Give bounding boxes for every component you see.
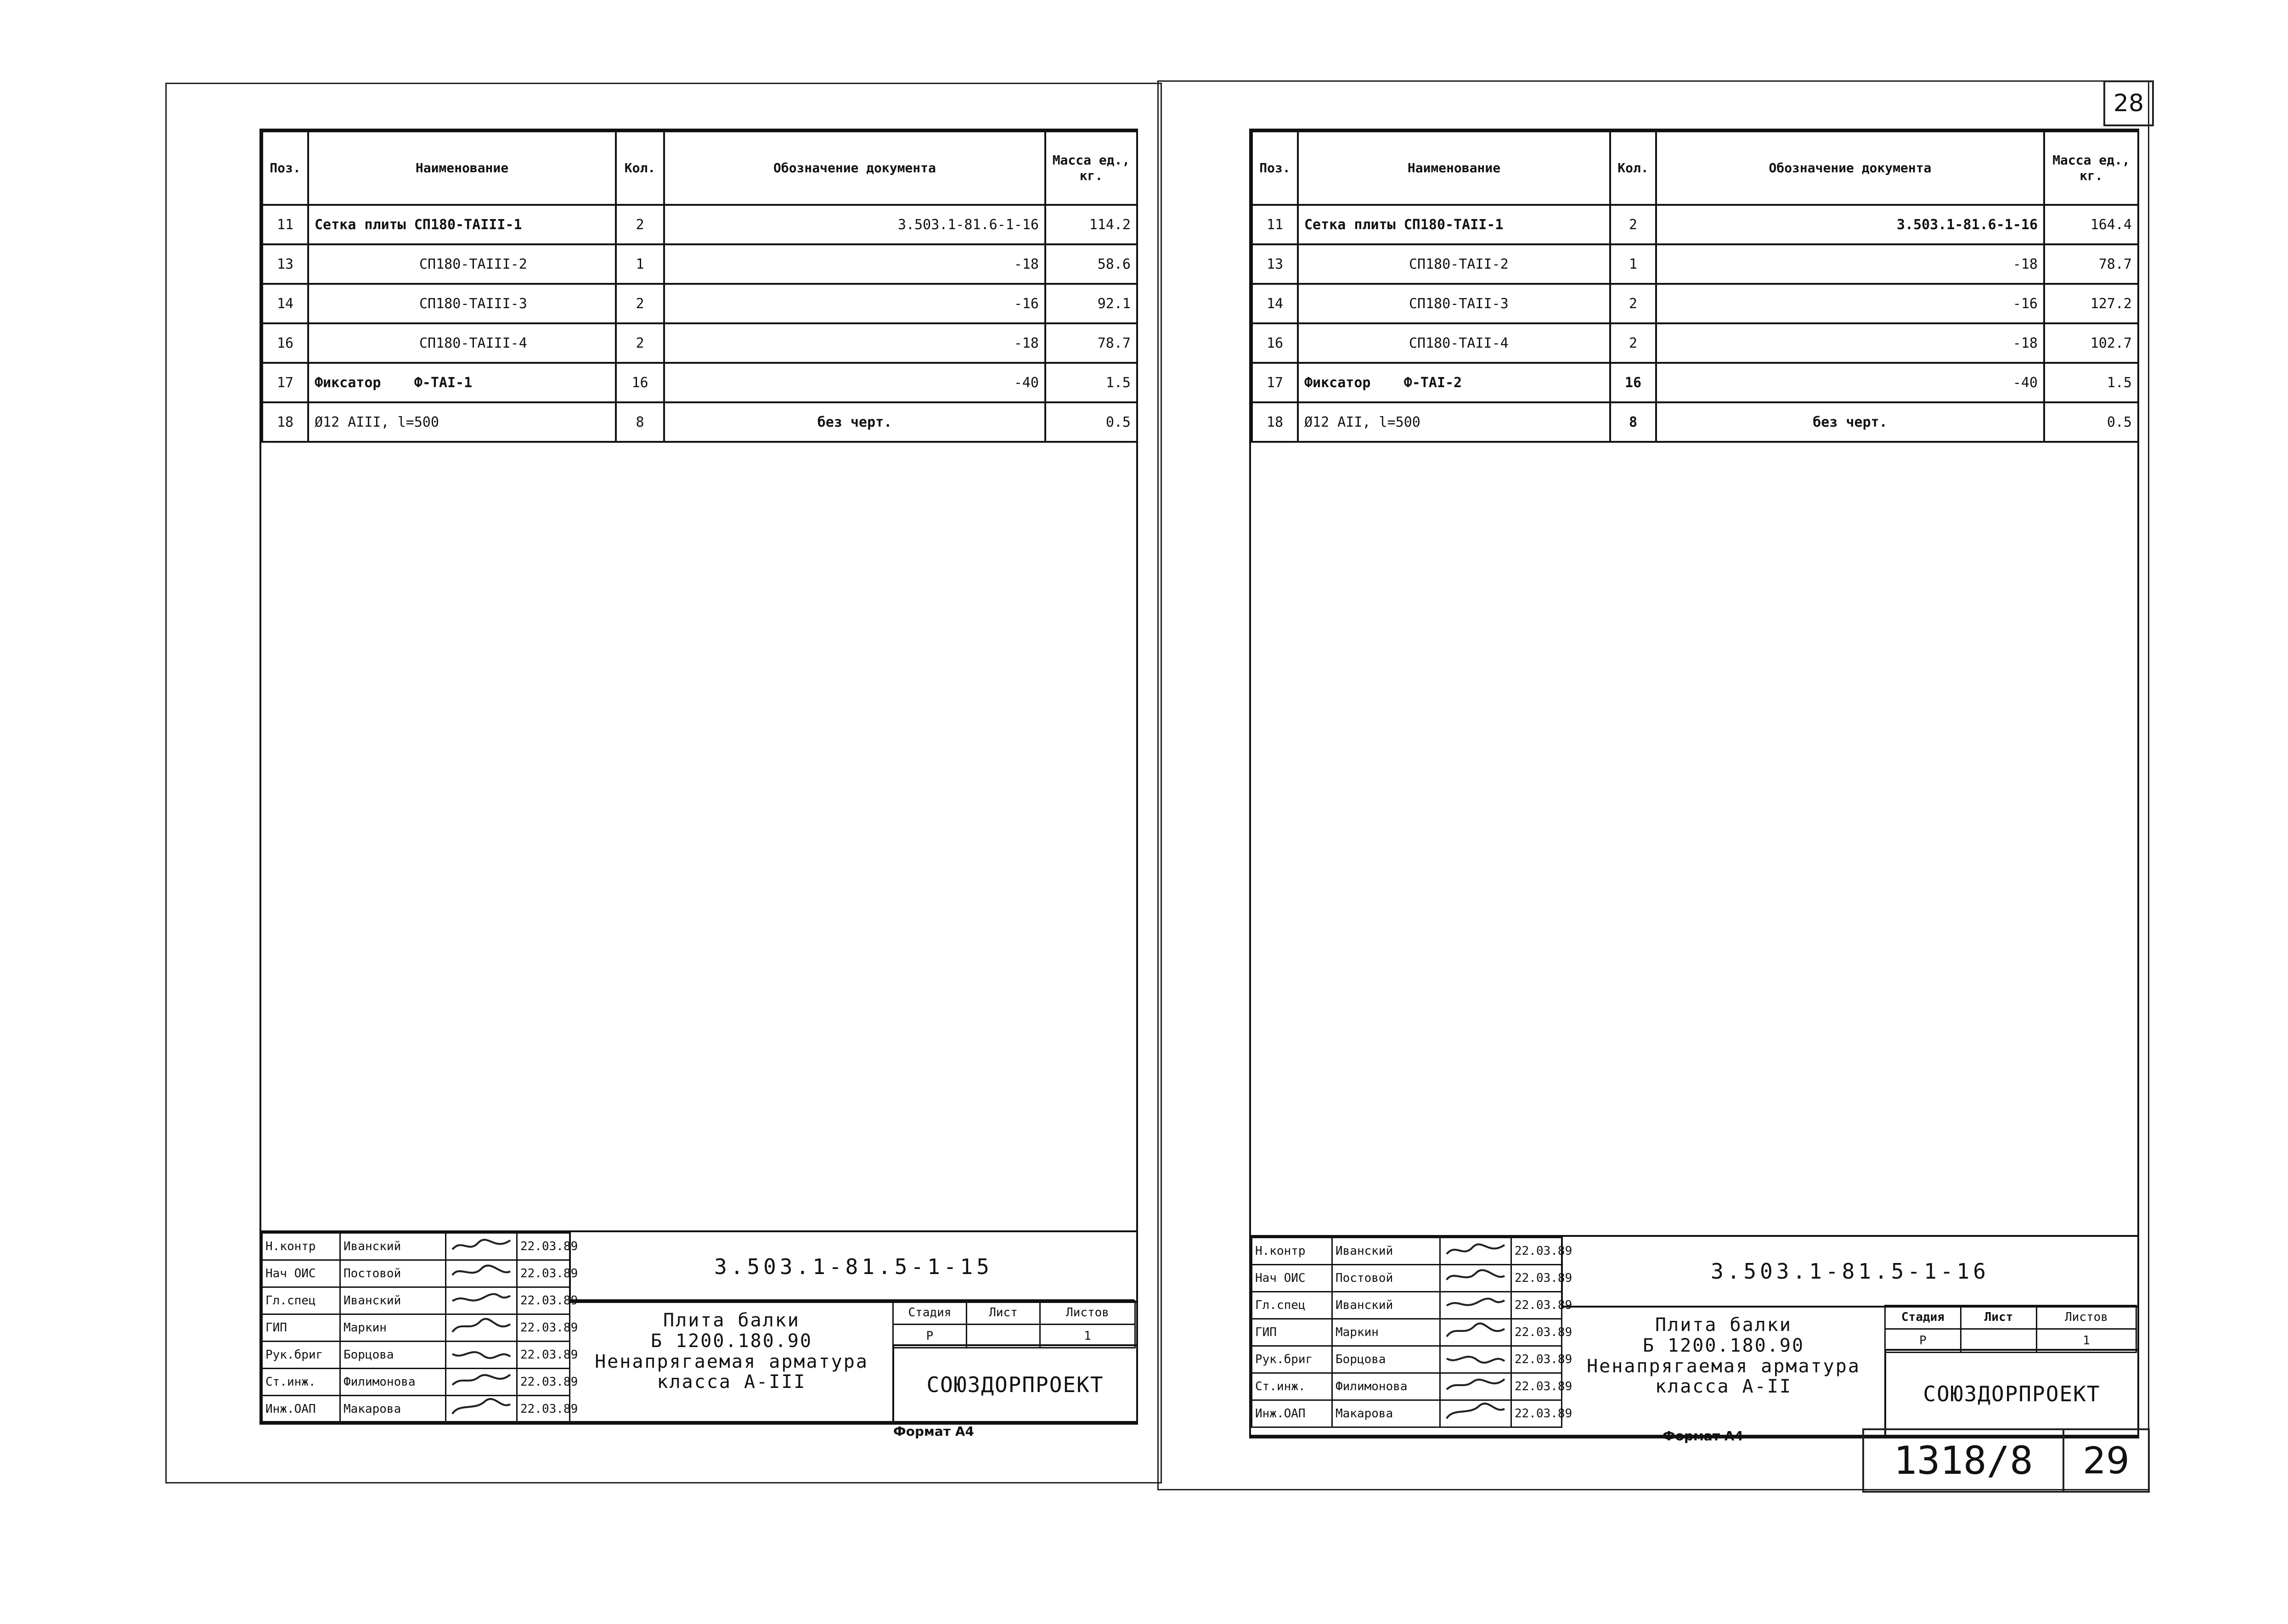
sheet-header: Лист	[1961, 1306, 2037, 1329]
handwritten-signature-icon	[1443, 1374, 1508, 1396]
signature-role: Ст.инж.	[262, 1369, 340, 1396]
cell-name: Ø12 АIII, l=500	[308, 402, 616, 442]
cell-name: Сетка плиты СП180-ТАIII-1	[308, 205, 616, 244]
page-number-bottom-box	[2063, 1428, 2150, 1493]
stage-value: Р	[893, 1325, 967, 1348]
cell-mass: 0.5	[1045, 402, 1137, 442]
title-line: класса А-II	[1655, 1376, 1792, 1398]
table-row	[262, 323, 1137, 363]
table-row	[1252, 323, 2138, 363]
cell-pos: 11	[1252, 205, 1298, 244]
signature-mark	[446, 1287, 517, 1314]
cell-name: СП180-ТАIII-4	[308, 323, 616, 363]
signature-role: Нач ОИС	[262, 1260, 340, 1287]
signature-date: 22.03.89	[1511, 1400, 1562, 1427]
cell-name: Фиксатор Ф-ТАI-1	[308, 363, 616, 402]
left-signature-table	[261, 1232, 578, 1423]
signature-role: Рук.бриг	[1252, 1346, 1332, 1373]
cell-qty: 16	[1610, 363, 1656, 402]
cell-mass: 102.7	[2044, 323, 2138, 363]
header-pos: Поз.	[262, 131, 308, 205]
signature-mark	[1440, 1400, 1511, 1427]
table-row	[1252, 363, 2138, 402]
cell-mass: 1.5	[2044, 363, 2138, 402]
signature-mark	[446, 1233, 517, 1260]
table-row	[1252, 402, 2138, 442]
left-document-code: 3.503.1-81.5-1-15	[569, 1232, 1136, 1303]
signature-mark	[446, 1260, 517, 1287]
album-number: 1318/8	[1894, 1438, 2033, 1483]
signature-name: Иванский	[1332, 1238, 1440, 1265]
header-pos: Поз.	[1252, 131, 1298, 205]
handwritten-signature-icon	[1443, 1347, 1508, 1369]
signature-mark	[1440, 1373, 1511, 1400]
signature-date: 22.03.89	[1511, 1292, 1562, 1319]
cell-pos: 13	[262, 244, 308, 284]
signature-role: Н.контр	[262, 1233, 340, 1260]
signature-role: Гл.спец	[262, 1287, 340, 1314]
cell-qty: 2	[1610, 205, 1656, 244]
handwritten-signature-icon	[449, 1342, 513, 1365]
handwritten-signature-icon	[449, 1369, 513, 1392]
signature-date: 22.03.89	[517, 1314, 570, 1342]
signature-row	[262, 1369, 570, 1396]
cell-doc: -16	[1656, 284, 2044, 323]
cell-mass: 78.7	[2044, 244, 2138, 284]
handwritten-signature-icon	[449, 1396, 513, 1419]
signature-date: 22.03.89	[1511, 1238, 1562, 1265]
left-title-block	[259, 1230, 1138, 1425]
cell-pos: 13	[1252, 244, 1298, 284]
title-line: Плита балки	[663, 1310, 800, 1331]
signature-mark	[1440, 1346, 1511, 1373]
signature-row	[262, 1314, 570, 1342]
right-document-code: 3.503.1-81.5-1-16	[1561, 1237, 2137, 1308]
signature-name: Маркин	[340, 1314, 446, 1342]
cell-doc: -18	[664, 323, 1045, 363]
right-format-label: Формат А4	[1662, 1428, 1743, 1444]
signature-row	[1252, 1346, 1562, 1373]
cell-pos: 14	[262, 284, 308, 323]
signature-name: Маркин	[1332, 1319, 1440, 1346]
signature-role: ГИП	[262, 1314, 340, 1342]
table-row	[262, 244, 1137, 284]
signature-row	[262, 1260, 570, 1287]
signature-role: Ст.инж.	[1252, 1373, 1332, 1400]
signature-name: Макарова	[1332, 1400, 1440, 1427]
handwritten-signature-icon	[1443, 1320, 1508, 1342]
header-doc: Обозначение документа	[1656, 131, 2044, 205]
cell-doc: -18	[664, 244, 1045, 284]
cell-qty: 2	[616, 323, 664, 363]
table-row	[262, 284, 1137, 323]
signature-row	[1252, 1373, 1562, 1400]
cell-qty: 2	[616, 205, 664, 244]
table-row	[262, 205, 1137, 244]
cell-doc: -40	[664, 363, 1045, 402]
signature-mark	[1440, 1265, 1511, 1292]
signature-row	[262, 1396, 570, 1423]
signature-date: 22.03.89	[517, 1233, 570, 1260]
signature-mark	[1440, 1319, 1511, 1346]
cell-qty: 1	[616, 244, 664, 284]
right-spec-header-row	[1252, 131, 2138, 205]
cell-pos: 18	[262, 402, 308, 442]
handwritten-signature-icon	[449, 1234, 513, 1256]
cell-doc: -18	[1656, 244, 2044, 284]
stage-header: Стадия	[893, 1301, 967, 1325]
cell-qty: 8	[1610, 402, 1656, 442]
cell-mass: 1.5	[1045, 363, 1137, 402]
signature-date: 22.03.89	[517, 1369, 570, 1396]
cell-mass: 127.2	[2044, 284, 2138, 323]
signature-role: Инж.ОАП	[262, 1396, 340, 1423]
signature-role: Н.контр	[1252, 1238, 1332, 1265]
cell-pos: 11	[262, 205, 308, 244]
page-number-top	[2103, 80, 2154, 126]
right-spec-table	[1251, 130, 2139, 443]
cell-name: СП180-ТАIII-2	[308, 244, 616, 284]
cell-doc: без черт.	[1656, 402, 2044, 442]
cell-mass: 0.5	[2044, 402, 2138, 442]
signature-row	[1252, 1238, 1562, 1265]
title-line: класса А-III	[657, 1371, 806, 1393]
signature-date: 22.03.89	[1511, 1265, 1562, 1292]
header-qty: Кол.	[1610, 131, 1656, 205]
signature-mark	[446, 1314, 517, 1342]
header-mass: Масса ед., кг.	[2044, 131, 2138, 205]
handwritten-signature-icon	[449, 1261, 513, 1283]
header-mass: Масса ед., кг.	[1045, 131, 1137, 205]
table-row	[262, 363, 1137, 402]
cell-pos: 14	[1252, 284, 1298, 323]
signature-mark	[446, 1369, 517, 1396]
signature-name: Филимонова	[340, 1369, 446, 1396]
left-spec-table-frame	[259, 129, 1138, 1423]
table-row	[1252, 205, 2138, 244]
right-organization: СОЮЗДОРПРОЕКТ	[1884, 1349, 2137, 1437]
stage-header: Стадия	[1885, 1306, 1961, 1329]
cell-name: СП180-ТАII-3	[1298, 284, 1610, 323]
right-stage-table	[1884, 1305, 2137, 1353]
left-spec-header-row	[262, 131, 1137, 205]
left-drawing-title	[571, 1310, 892, 1393]
cell-doc: 3.503.1-81.6-1-16	[664, 205, 1045, 244]
signature-date: 22.03.89	[517, 1396, 570, 1423]
signature-name: Иванский	[340, 1233, 446, 1260]
sheets-value: 1	[1040, 1325, 1135, 1348]
signature-row	[1252, 1400, 1562, 1427]
cell-doc: -16	[664, 284, 1045, 323]
signature-date: 22.03.89	[1511, 1373, 1562, 1400]
stage-value: Р	[1885, 1329, 1961, 1353]
signature-role: Рук.бриг	[262, 1342, 340, 1369]
signature-name: Борцова	[1332, 1346, 1440, 1373]
cell-doc: без черт.	[664, 402, 1045, 442]
header-qty: Кол.	[616, 131, 664, 205]
cell-pos: 18	[1252, 402, 1298, 442]
signature-date: 22.03.89	[1511, 1319, 1562, 1346]
cell-name: Фиксатор Ф-ТАI-2	[1298, 363, 1610, 402]
table-row	[1252, 284, 2138, 323]
signature-name: Макарова	[340, 1396, 446, 1423]
signature-date: 22.03.89	[1511, 1346, 1562, 1373]
cell-name: СП180-ТАIII-3	[308, 284, 616, 323]
cell-mass: 164.4	[2044, 205, 2138, 244]
right-spec-table-frame	[1249, 129, 2139, 1437]
cell-doc: -40	[1656, 363, 2044, 402]
signature-name: Филимонова	[1332, 1373, 1440, 1400]
cell-qty: 16	[616, 363, 664, 402]
signature-role: Инж.ОАП	[1252, 1400, 1332, 1427]
cell-name: Сетка плиты СП180-ТАII-1	[1298, 205, 1610, 244]
album-number-box	[1862, 1428, 2064, 1493]
title-line: Б 1200.180.90	[650, 1330, 813, 1352]
cell-name: Ø12 АII, l=500	[1298, 402, 1610, 442]
handwritten-signature-icon	[449, 1288, 513, 1310]
signature-mark	[446, 1396, 517, 1423]
header-name: Наименование	[308, 131, 616, 205]
page-number-top-text: 28	[2113, 90, 2144, 117]
sheet-header: Лист	[967, 1301, 1040, 1325]
header-name: Наименование	[1298, 131, 1610, 205]
cell-doc: 3.503.1-81.6-1-16	[1656, 205, 2044, 244]
handwritten-signature-icon	[1443, 1292, 1508, 1315]
title-line: Б 1200.180.90	[1642, 1335, 1805, 1356]
cell-name: СП180-ТАII-4	[1298, 323, 1610, 363]
signature-mark	[1440, 1292, 1511, 1319]
title-line: Ненапрягаемая арматура	[595, 1351, 868, 1372]
handwritten-signature-icon	[1443, 1238, 1508, 1261]
signature-row	[262, 1287, 570, 1314]
signature-date: 22.03.89	[517, 1287, 570, 1314]
cell-mass: 92.1	[1045, 284, 1137, 323]
left-spec-table	[261, 130, 1138, 443]
signature-mark	[1440, 1238, 1511, 1265]
handwritten-signature-icon	[1443, 1265, 1508, 1288]
right-title-block	[1249, 1235, 2139, 1438]
signature-date: 22.03.89	[517, 1342, 570, 1369]
cell-pos: 17	[262, 363, 308, 402]
cell-qty: 1	[1610, 244, 1656, 284]
handwritten-signature-icon	[1443, 1401, 1508, 1423]
header-doc: Обозначение документа	[664, 131, 1045, 205]
signature-role: Гл.спец	[1252, 1292, 1332, 1319]
signature-row	[1252, 1265, 1562, 1292]
sheets-value: 1	[2037, 1329, 2136, 1353]
signature-name: Постовой	[1332, 1265, 1440, 1292]
cell-qty: 2	[616, 284, 664, 323]
cell-name: СП180-ТАII-2	[1298, 244, 1610, 284]
signature-role: Нач ОИС	[1252, 1265, 1332, 1292]
cell-pos: 16	[1252, 323, 1298, 363]
handwritten-signature-icon	[449, 1315, 513, 1337]
cell-mass: 58.6	[1045, 244, 1137, 284]
signature-row	[1252, 1319, 1562, 1346]
left-stage-table	[892, 1300, 1136, 1348]
cell-mass: 78.7	[1045, 323, 1137, 363]
left-title-block-divider	[569, 1299, 1134, 1301]
cell-pos: 17	[1252, 363, 1298, 402]
signature-date: 22.03.89	[517, 1260, 570, 1287]
cell-qty: 2	[1610, 323, 1656, 363]
cell-qty: 8	[616, 402, 664, 442]
table-row	[262, 402, 1137, 442]
table-row	[1252, 244, 2138, 284]
left-organization: СОЮЗДОРПРОЕКТ	[892, 1344, 1136, 1423]
title-line: Ненапрягаемая арматура	[1587, 1355, 1860, 1377]
signature-name: Постовой	[340, 1260, 446, 1287]
sheets-header: Листов	[2037, 1306, 2136, 1329]
signature-row	[1252, 1292, 1562, 1319]
signature-row	[262, 1342, 570, 1369]
signature-name: Иванский	[1332, 1292, 1440, 1319]
signature-name: Иванский	[340, 1287, 446, 1314]
cell-pos: 16	[262, 323, 308, 363]
signature-name: Борцова	[340, 1342, 446, 1369]
cell-doc: -18	[1656, 323, 2044, 363]
page-number-bottom: 29	[2083, 1439, 2130, 1482]
signature-mark	[446, 1342, 517, 1369]
signature-row	[262, 1233, 570, 1260]
title-line: Плита балки	[1655, 1314, 1792, 1336]
signature-role: ГИП	[1252, 1319, 1332, 1346]
cell-qty: 2	[1610, 284, 1656, 323]
sheets-header: Листов	[1040, 1301, 1135, 1325]
cell-mass: 114.2	[1045, 205, 1137, 244]
right-drawing-title	[1563, 1315, 1884, 1397]
right-signature-table	[1251, 1237, 1572, 1428]
left-format-label: Формат А4	[893, 1424, 974, 1439]
